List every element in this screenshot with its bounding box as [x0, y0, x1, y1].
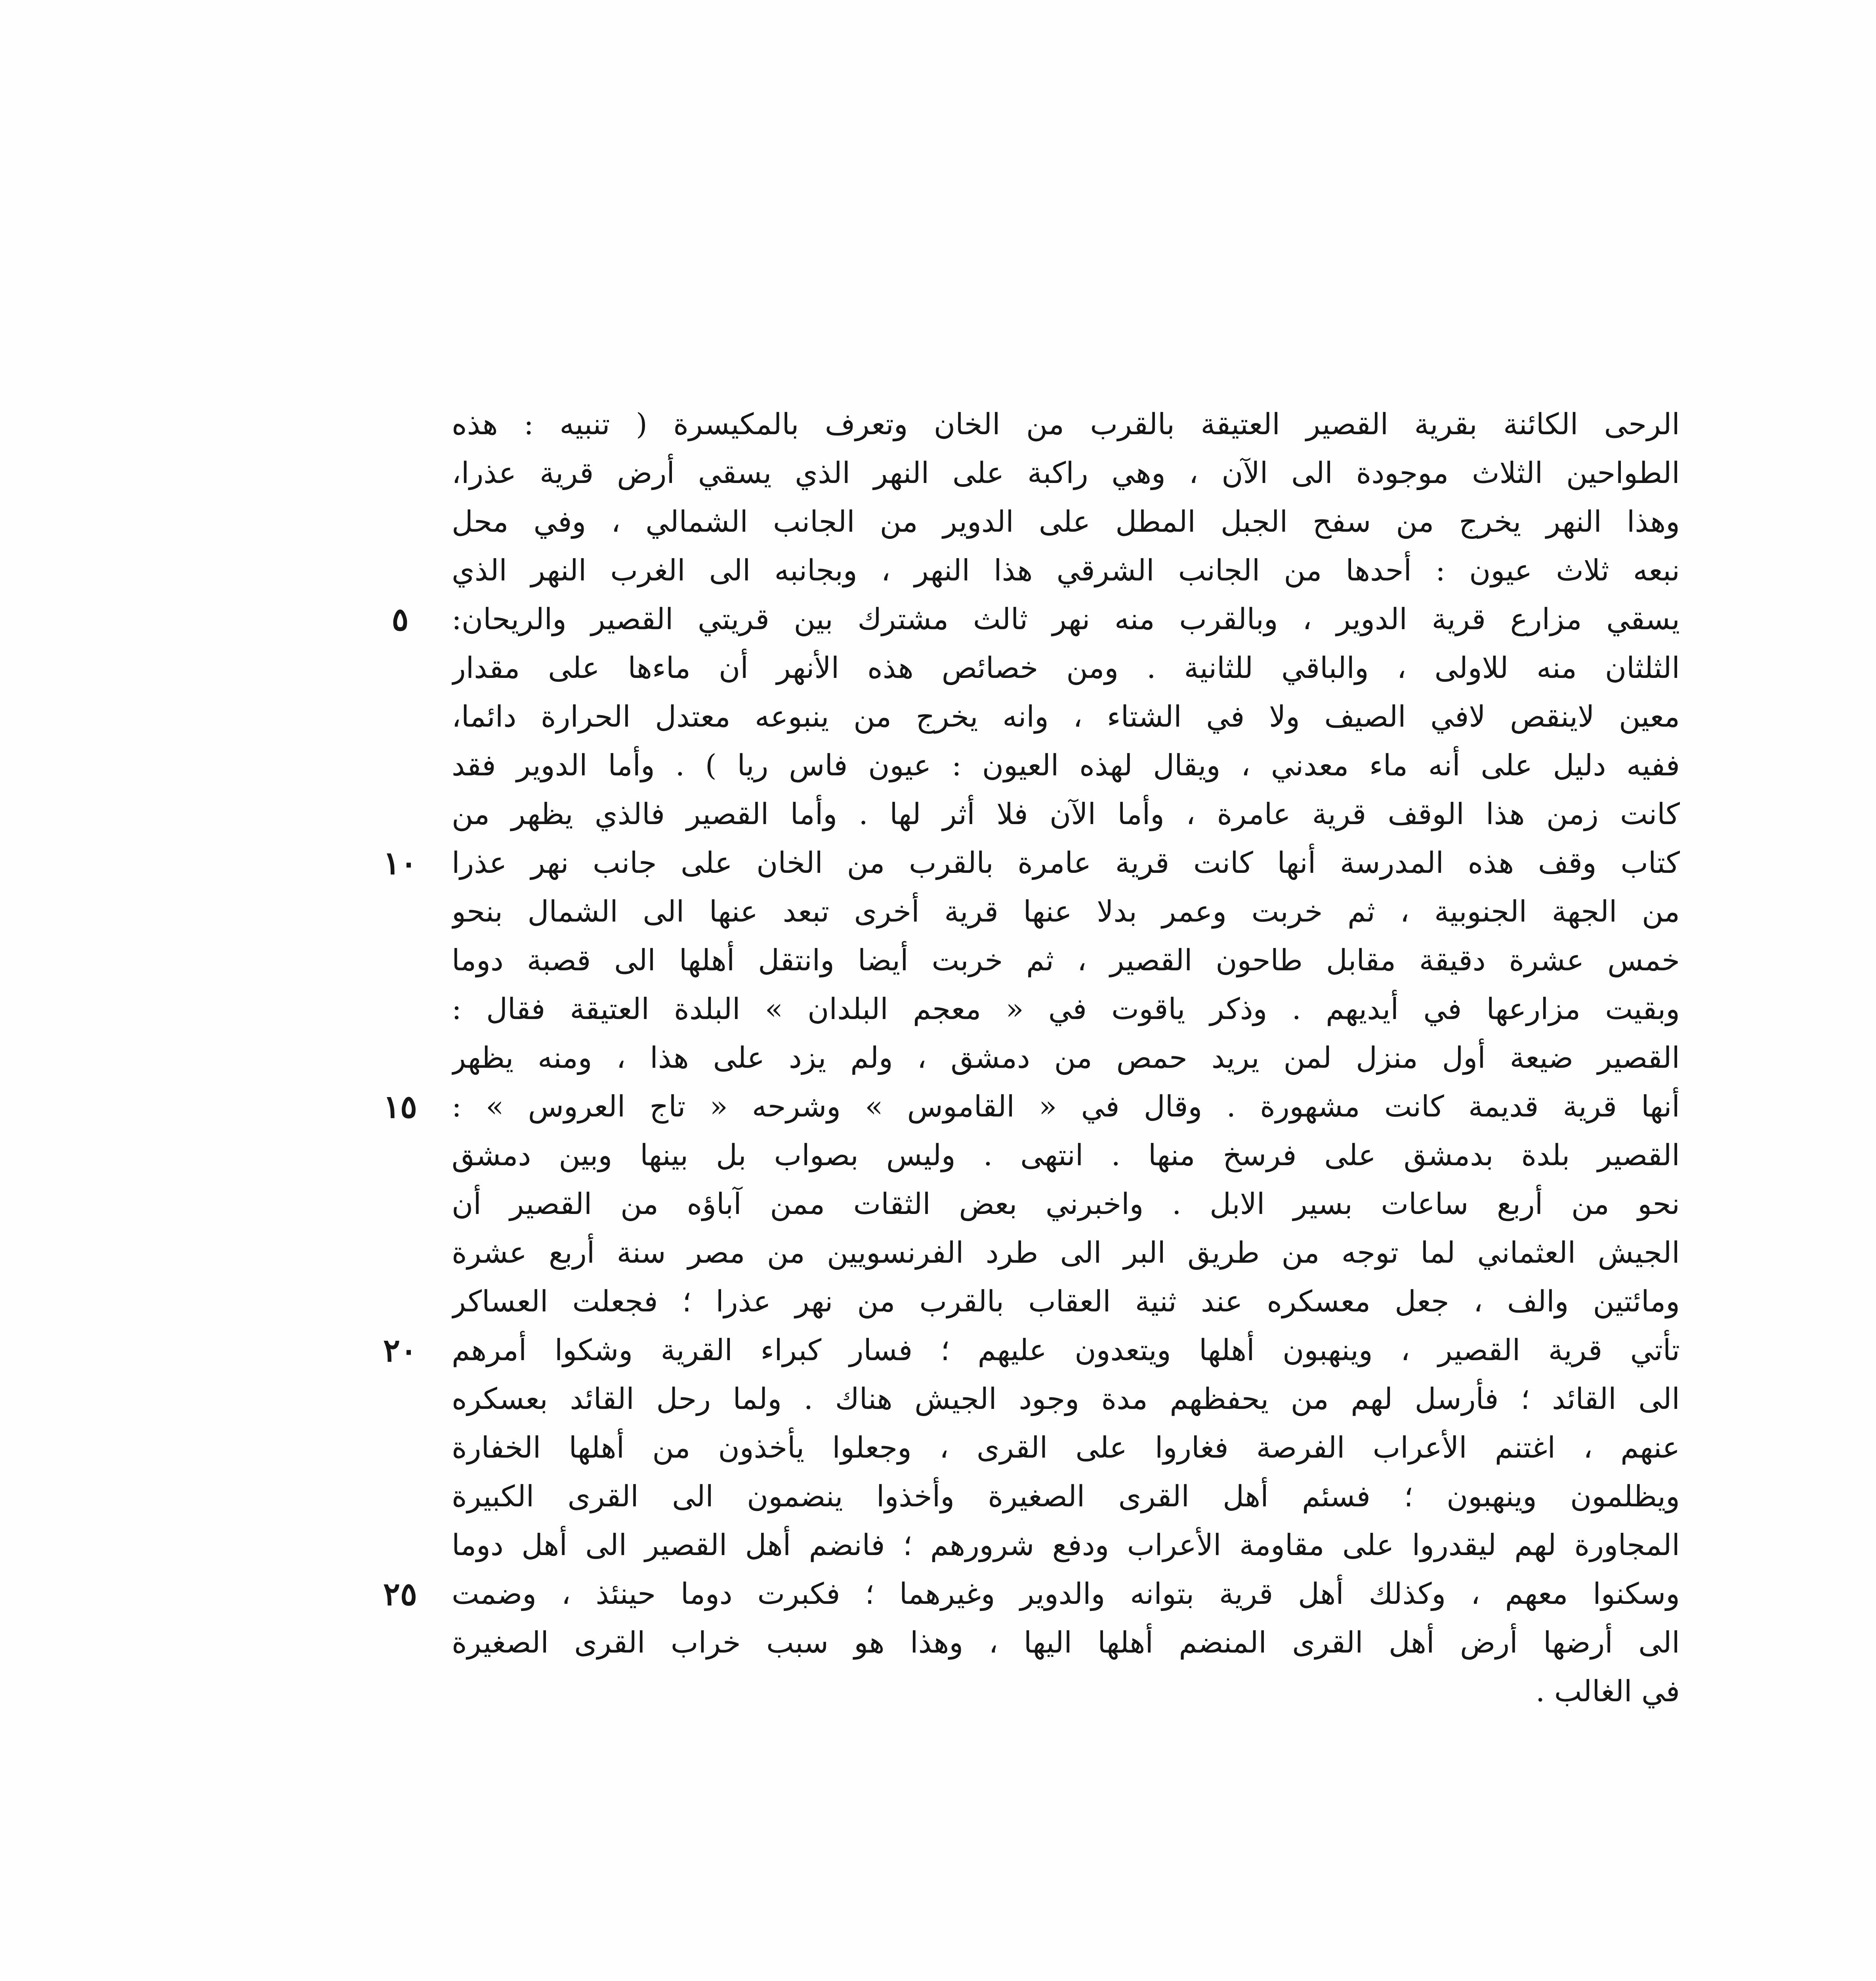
text-line-3: وهذا النهر يخرج من سفح الجبل المطل على الدوير من الجانب الشمالي ، وفي محل — [452, 505, 1680, 539]
text-line-6: الثلثان منه للاولى ، والباقي للثانية . ومن خصائص هذه الأنهر أن ماءها على مقدار — [452, 651, 1680, 685]
line-number-5: ٥ — [391, 601, 409, 638]
text-line-20: تأتي قرية القصير ، وينهبون أهلها ويتعدون عليهم ؛ فسار كبراء القرية وشكوا أمرهم — [452, 1333, 1680, 1367]
text-line-5: يسقي مزارع قرية الدوير ، وبالقرب منه نهر ثالث مشترك بين قريتي القصير والريحان: — [452, 602, 1680, 636]
text-line-22: عنهم ، اغتنم الأعراب الفرصة فغاروا على القرى ، وجعلوا يأخذون من أهلها الخفارة — [452, 1431, 1680, 1465]
text-line-15: أنها قرية قديمة كانت مشهورة . وقال في « القاموس » وشرحه « تاج العروس » : — [452, 1090, 1680, 1124]
text-line-13: وبقيت مزارعها في أيديهم . وذكر ياقوت في « معجم البلدان » البلدة العتيقة فقال : — [452, 992, 1680, 1026]
text-line-17: نحو من أربع ساعات بسير الابل . واخبرني بعض الثقات ممن آباؤه من القصير أن — [452, 1187, 1680, 1221]
text-line-23: ويظلمون وينهبون ؛ فسئم أهل القرى الصغيرة وأخذوا ينضمون الى القرى الكبيرة — [452, 1479, 1680, 1513]
text-line-9: كانت زمن هذا الوقف قرية عامرة ، وأما الآن فلا أثر لها . وأما القصير فالذي يظهر من — [452, 797, 1680, 831]
text-line-11: من الجهة الجنوبية ، ثم خربت وعمر بدلا عنها قرية أخرى تبعد عنها الى الشمال بنحو — [452, 895, 1680, 929]
text-line-12: خمس عشرة دقيقة مقابل طاحون القصير ، ثم خربت أيضا وانتقل أهلها الى قصبة دوما — [452, 943, 1680, 977]
text-line-19: ومائتين والف ، جعل معسكره عند ثنية العقاب بالقرب من نهر عذرا ؛ فجعلت العساكر — [452, 1284, 1680, 1319]
text-line-25: وسكنوا معهم ، وكذلك أهل قرية بتوانه والدوير وغيرهما ؛ فكبرت دوما حينئذ ، وضمت — [452, 1577, 1680, 1611]
text-line-27: في الغالب . — [1535, 1674, 1680, 1708]
text-line-1: الرحى الكائنة بقرية القصير العتيقة بالقرب من الخان وتعرف بالمكيسرة ( تنبيه : هذه — [452, 407, 1680, 441]
text-line-21: الى القائد ؛ فأرسل لهم من يحفظهم مدة وجود الجيش هناك . ولما رحل القائد بعسكره — [452, 1382, 1680, 1416]
text-line-18: الجيش العثماني لما توجه من طريق البر الى طرد الفرنسويين من مصر سنة أربع عشرة — [452, 1236, 1680, 1270]
line-number-25: ٢٥ — [383, 1575, 417, 1613]
text-line-26: الى أرضها أرض أهل القرى المنضم أهلها اليها ، وهذا هو سبب خراب القرى الصغيرة — [452, 1626, 1680, 1660]
line-number-10: ١٠ — [383, 844, 417, 882]
text-line-7: معين لاينقص لافي الصيف ولا في الشتاء ، وانه يخرج من ينبوعه معتدل الحرارة دائما، — [452, 700, 1680, 734]
text-line-2: الطواحين الثلاث موجودة الى الآن ، وهي راكبة على النهر الذي يسقي أرض قرية عذرا، — [452, 456, 1680, 490]
text-line-10: كتاب وقف هذه المدرسة أنها كانت قرية عامرة بالقرب من الخان على جانب نهر عذرا — [452, 846, 1680, 880]
text-line-4: نبعه ثلاث عيون : أحدها من الجانب الشرقي هذا النهر ، وبجانبه الى الغرب النهر الذي — [452, 553, 1680, 588]
text-line-8: ففيه دليل على أنه ماء معدني ، ويقال لهذه العيون : عيون فاس ريا ) . وأما الدوير فقد — [452, 748, 1680, 782]
text-line-14: القصير ضيعة أول منزل لمن يريد حمص من دمشق ، ولم يزد على هذا ، ومنه يظهر — [452, 1041, 1680, 1075]
body-text — [452, 400, 1680, 1716]
line-number-20: ٢٠ — [383, 1332, 417, 1369]
text-line-24: المجاورة لهم ليقدروا على مقاومة الأعراب ودفع شرورهم ؛ فانضم أهل القصير الى أهل دوما — [452, 1528, 1680, 1562]
text-line-16: القصير بلدة بدمشق على فرسخ منها . انتهى . وليس بصواب بل بينها وبين دمشق — [452, 1138, 1680, 1172]
line-number-15: ١٥ — [383, 1088, 417, 1125]
